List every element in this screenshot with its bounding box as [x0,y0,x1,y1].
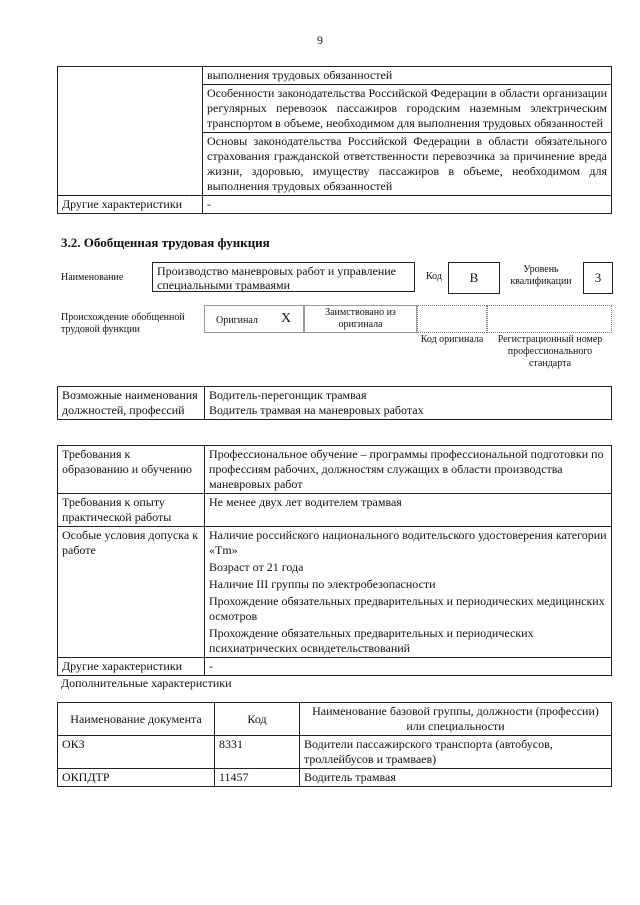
experience-value: Не менее двух лет водителем трамвая [205,494,612,527]
code-original-cell [417,305,487,333]
row-2-group: Водитель трамвая [300,769,612,787]
qualification-level: 3 [583,262,613,294]
section-title: 3.2. Обобщенная трудовая функция [61,235,270,250]
admission-label: Особые условия допуска к работе [58,527,205,658]
req-other-label: Другие характеристики [58,658,205,676]
admission-item-2: Возраст от 21 года [209,560,304,574]
code-label: Код [426,271,442,282]
possible-names-label: Возможные наименования должностей, профессий [58,387,205,420]
header-code: Код [215,703,300,736]
row-1-code: 8331 [215,736,300,769]
row-2-code: 11457 [215,769,300,787]
additional-title: Дополнительные характеристики [61,676,232,690]
table-row [58,769,612,787]
header-document: Наименование документа [58,703,215,736]
original-label: Оригинал [216,315,258,326]
reg-number-cell [487,305,612,333]
admission-item-5: Прохождение обязательных предварительных и периодических психиатрических освидетельствований [209,626,534,655]
knowledge-item-2: Основы законодательства Российской Федерации в области обязательного страхования гражданской ответственности перевозчика за причинение вреда жизни, здоровью, имуществу пассажиров в объеме, необходимом для выполнения трудовых обязанностей [207,134,607,193]
possible-name-2: Водитель трамвая на маневровых работах [209,403,424,417]
original-cell [204,305,304,333]
level-label: Уровень квалификации [510,264,572,287]
bullet-mark: · [185,191,189,202]
table-row [58,736,612,769]
possible-names-table [57,386,612,420]
row-1-document: ОКЗ [58,736,215,769]
req-other-value: - [205,658,612,676]
education-label: Требования к образованию и обучению [58,446,205,494]
knowledge-item-1: Особенности законодательства Российской Федерации в области организации регулярных перевозок пассажиров городским наземным электрическим транспортом в объеме, необходимом для выполнения трудовых обязанностей [203,85,611,133]
possible-name-1: Водитель-перегонщик трамвая [209,388,367,402]
other-characteristics-label: Другие характеристики [58,196,203,214]
top-table [57,66,612,214]
requirements-table [57,445,612,676]
top-table-right-cell [203,67,612,196]
admission-item-4: Прохождение обязательных предварительных и периодических медицинских осмотров [209,594,605,623]
admission-values [205,527,612,658]
possible-names-values [205,387,612,420]
borrowed-cell: Заимствовано из оригинала [304,305,417,333]
origin-label: Происхождение обобщенной трудовой функции [61,312,185,335]
name-label: Наименование [61,272,124,283]
admission-item-1: Наличие российского национального водительского удостоверения категории «Tm» [209,528,607,557]
admission-item-3: Наличие III группы по электробезопасности [209,577,436,591]
page-number: 9 [317,33,323,47]
experience-label: Требования к опыту практической работы [58,494,205,527]
original-mark: X [281,311,292,326]
continued-text: выполнения трудовых обязанностей [203,67,611,85]
function-code: В [448,262,500,294]
education-value: Профессиональное обучение – программы профессиональной подготовки по профессиям рабочих, должностям служащих в области производства маневровых работ [205,446,612,494]
row-2-document: ОКПДТР [58,769,215,787]
top-table-left-cell [58,67,203,202]
row-1-group: Водители пассажирского транспорта (автобусов, троллейбусов и трамваев) [300,736,612,769]
header-group: Наименование базовой группы, должности (профессии) или специальности [300,703,612,736]
other-characteristics-value: - [203,196,612,214]
function-name: Производство маневровых работ и управление специальными трамваями [152,262,415,292]
additional-table [57,702,612,787]
code-original-caption: Код оригинала [420,334,484,345]
reg-number-caption: Регистрационный номер профессионального стандарта [497,334,603,369]
